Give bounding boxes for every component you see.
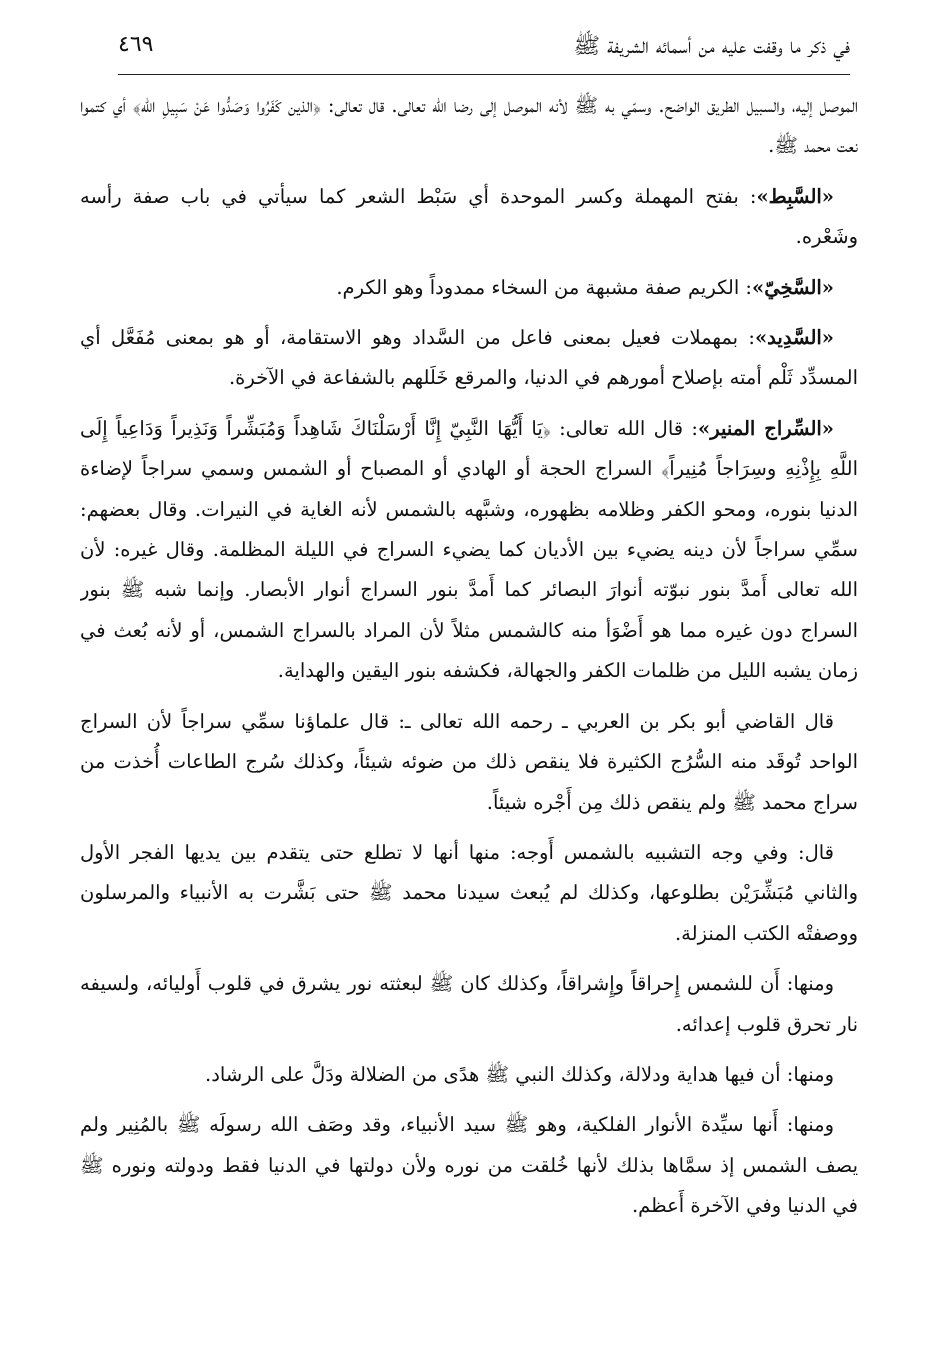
entry-text: : بفتح المهملة وكسر الموحدة أي سَبْط الشعر كما سيأتي في باب صفة رأسه وشَعْره.	[80, 184, 858, 249]
entry-term: «السِّراج المنير»	[698, 416, 834, 440]
paragraph	[80, 964, 858, 1045]
paragraph	[80, 86, 858, 167]
paragraph-text: ومنها: أَنها سيِّدة الأنوار الفلكية، وهو ﷺ سيد الأنبياء، وقد وصَف الله رسولَه ﷺ بالمُنِير ولم يصف الشمس إذ سمَّاها بذلك لأنها خُلقت من نوره ولأن دولتها في الدنيا فقط ودولته ونوره ﷺ في الدنيا وفي الآخرة أَعظم.	[80, 1113, 858, 1218]
paragraph-text: ومنها: أن فيها هداية ودلالة، وكذلك النبي ﷺ هدًى من الضلالة ودَلَّ على الرشاد.	[205, 1062, 834, 1086]
entry-term: «السَّخِيّ»	[752, 275, 834, 299]
entry-sadid	[80, 318, 858, 399]
page-header	[118, 28, 850, 75]
page-body	[80, 86, 858, 1325]
entry-sabit	[80, 177, 858, 258]
paragraph-text: قال القاضي أبو بكر بن العربي ـ رحمه الله تعالى ـ: قال علماؤنا سمِّي سراجاً لأن السراج الواحد تُوقَد منه السُّرُج الكثيرة فلا ينقص ذلك من ضوئه شيئاً، وكذلك سُرج الطاعات أُخذت من سراج محمد ﷺ ولم ينقص ذلك مِن أَجْره شيئاً.	[80, 709, 858, 814]
entry-term: «السَّبِط»	[756, 184, 834, 208]
entry-siraj-munir	[80, 409, 858, 692]
entry-text: : بمهملات فعيل بمعنى فاعل من السَّداد وهو الاستقامة، أو هو بمعنى مُفَعَّل أي المسدِّد ثَلْم أمته بإصلاح أمورهم في الدنيا، والمرقع خَلَلهم بالشفاعة في الآخرة.	[80, 326, 858, 390]
entry-sakhi	[80, 268, 858, 308]
paragraph	[80, 833, 858, 954]
paragraph-text: الموصل إليه، والسبيل الطريق الواضح. وسمّي به ﷺ لأنه الموصل إلى رضا الله تعالى. قال تعالى: ﴿الذين كَفَرُوا وَصَدُّوا عَنْ سَبِيلِ الله﴾ أي كتموا نعت محمد ﷺ.	[80, 94, 858, 158]
entry-term: «السَّدِيد»	[754, 326, 834, 350]
running-title: في ذكر ما وقفت عليه من أسمائه الشريفة ﷺ	[573, 34, 850, 59]
paragraph	[80, 1055, 858, 1095]
entry-text: : قال الله تعالى: ﴿يَا أَيُّهَا النَّبِيّ إِنَّا أَرْسَلْنَاكَ شَاهِداً وَمُبَشِّراً وَنَذِيراً وَدَاعِياً إِلَى اللَّهِ بِإِذْنِهِ وسِرَاجاً مُنِيراً﴾ السراج الحجة أو الهادي أو المصباح أو الشمس وسمي سراجاً لإضاءة الدنيا بنوره، ومحو الكفر وظلامه بظهوره، وشبَّهه بالشمس لأنه الغاية في النيرات. وقال بعضهم: سمِّي سراجاً لأن دينه يضيء بين الأديان كما يضيء السراج في الليلة المظلمة. وقال غيره: لأن الله تعالى أَمدَّ بنور نبوّته أنوارَ البصائر كما أَمدَّ بنور السراج أنوار الأبصار. وإنما شبه ﷺ بنور السراج دون غيره مما هو أَضْوَأ منه كالشمس مثلاً لأن المراد بالسراج الشمس، أو لأنه بُعث في زمان يشبه الليل من ظلمات الكفر والجهالة، فكشفه بنور اليقين والهداية.	[80, 416, 858, 683]
paragraph	[80, 702, 858, 823]
paragraph	[80, 1105, 858, 1226]
paragraph-text: قال: وفي وجه التشبيه بالشمس أَوجه: منها أنها لا تطلع حتى يتقدم بين يديها الفجر الأول والثاني مُبَشِّرَيْن بطلوعها، وكذلك لم يُبعث سيدنا محمد ﷺ حتى بَشَّرت به الأنبياء والمرسلون ووصفتْه الكتب المنزلة.	[80, 840, 858, 945]
paragraph-text: ومنها: أَن للشمس إِحراقاً وإِشراقاً، وكذلك كان ﷺ لبعثته نور يشرق في قلوب أَوليائه، ولسيفه نار تحرق قلوب إعدائه.	[80, 972, 858, 1036]
entry-text: : الكريم صفة مشبهة من السخاء ممدوداً وهو الكرم.	[336, 275, 753, 299]
page-number: ٤٦٩	[118, 32, 154, 57]
